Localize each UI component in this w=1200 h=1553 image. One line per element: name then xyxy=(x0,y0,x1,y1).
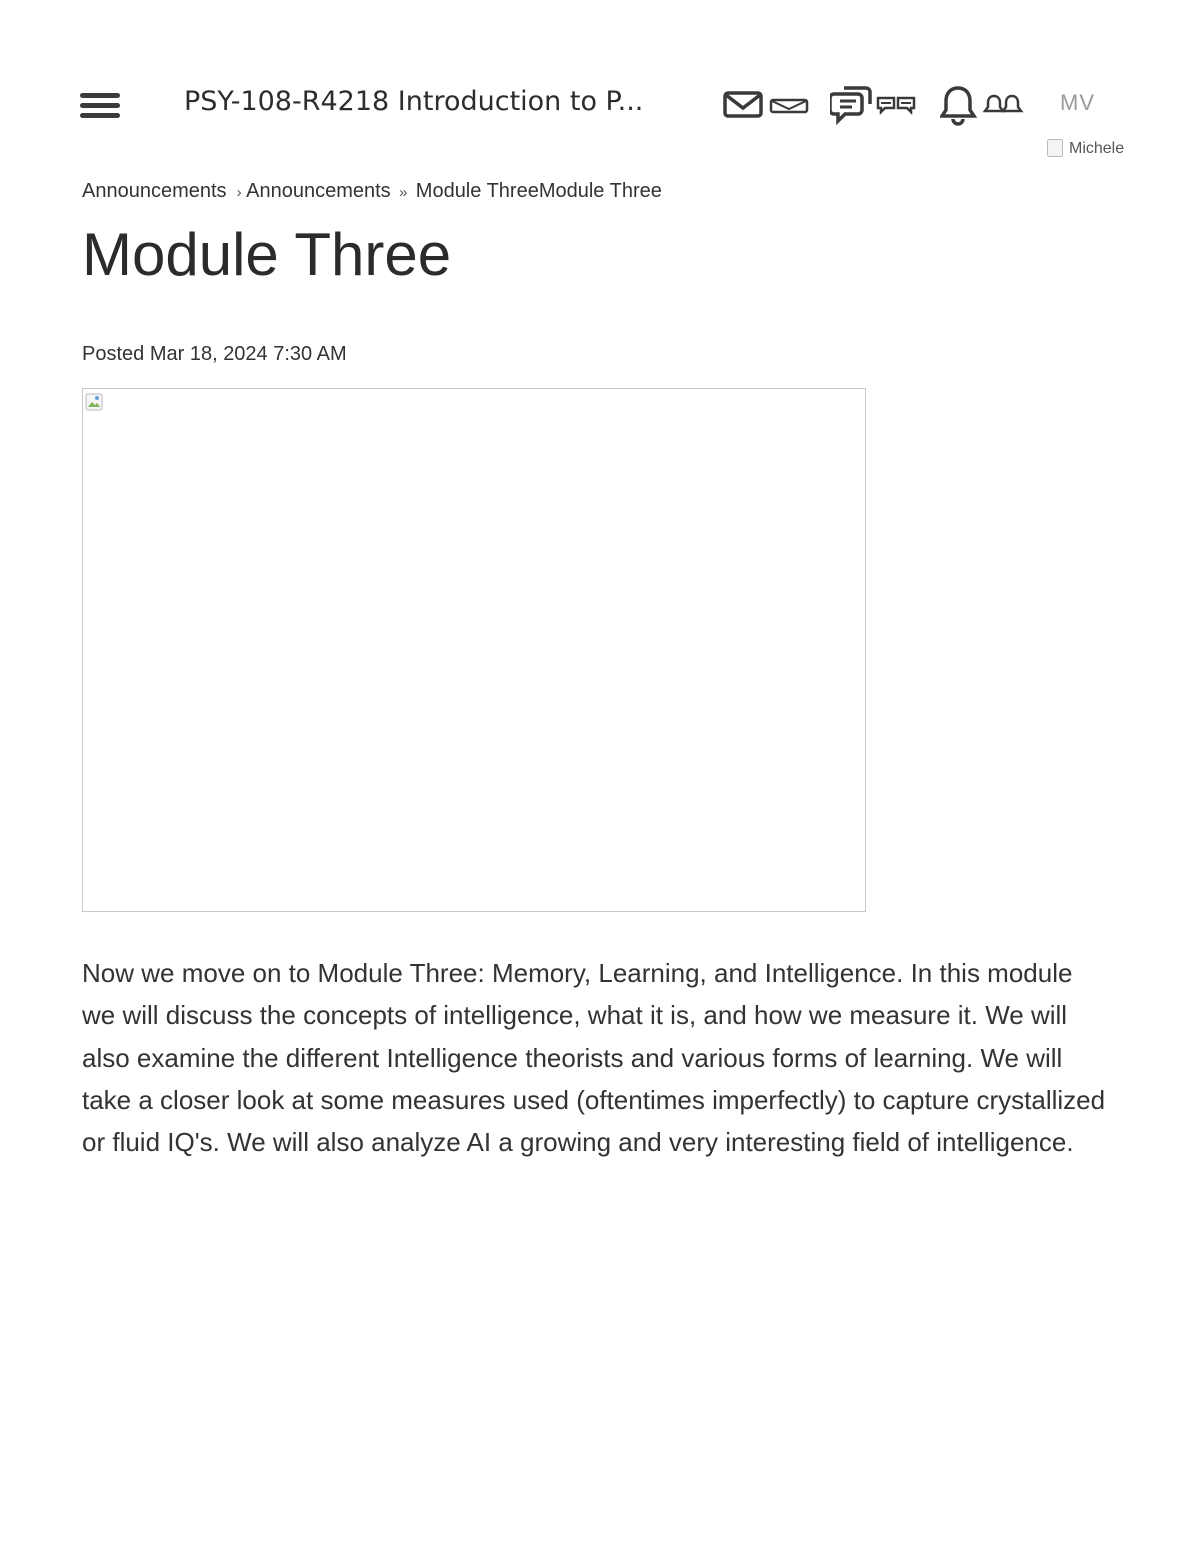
course-title[interactable]: PSY-108-R4218 Introduction to P... xyxy=(184,86,644,117)
posted-label: Posted xyxy=(82,343,145,365)
posted-date-line xyxy=(82,343,347,366)
top-navigation-bar xyxy=(0,0,1200,170)
breadcrumb-item-announcements-2[interactable]: Announcements xyxy=(246,180,391,202)
broken-image-icon xyxy=(1047,139,1063,157)
chevron-right-icon: » xyxy=(399,184,408,201)
posted-date: Mar 18, 2024 7:30 AM xyxy=(149,343,347,365)
breadcrumb-item-current-2: Module Three xyxy=(538,180,662,202)
user-avatar-initials[interactable]: MV xyxy=(1060,90,1095,115)
discussions-icon[interactable] xyxy=(830,84,918,124)
chevron-right-icon: › xyxy=(236,184,242,201)
breadcrumb xyxy=(82,180,662,203)
menu-icon[interactable] xyxy=(80,93,122,121)
page-title: Module Three xyxy=(82,221,452,288)
broken-image-icon xyxy=(85,393,103,411)
avatar-alt-text: Michele xyxy=(1069,140,1125,157)
announcement-body: Now we move on to Module Three: Memory, Learning, and Intelligence. In this module we will discuss the concepts of intelligence, what it is, and how we measure it. We will also examine the different Intelligence theorists and various forms of learning. We will take a closer look at some measures used (oftentimes imperfectly) to capture crystallized or fluid IQ's. We will also analyze AI a growing and very interesting field of intelligence. xyxy=(82,958,1106,1158)
announcement-image xyxy=(82,388,866,912)
breadcrumb-item-current: Module Three xyxy=(415,180,539,202)
breadcrumb-item-announcements[interactable]: Announcements xyxy=(82,180,227,202)
mail-icon[interactable] xyxy=(722,84,810,124)
avatar[interactable] xyxy=(1047,137,1145,161)
notifications-icon[interactable] xyxy=(940,84,1026,124)
